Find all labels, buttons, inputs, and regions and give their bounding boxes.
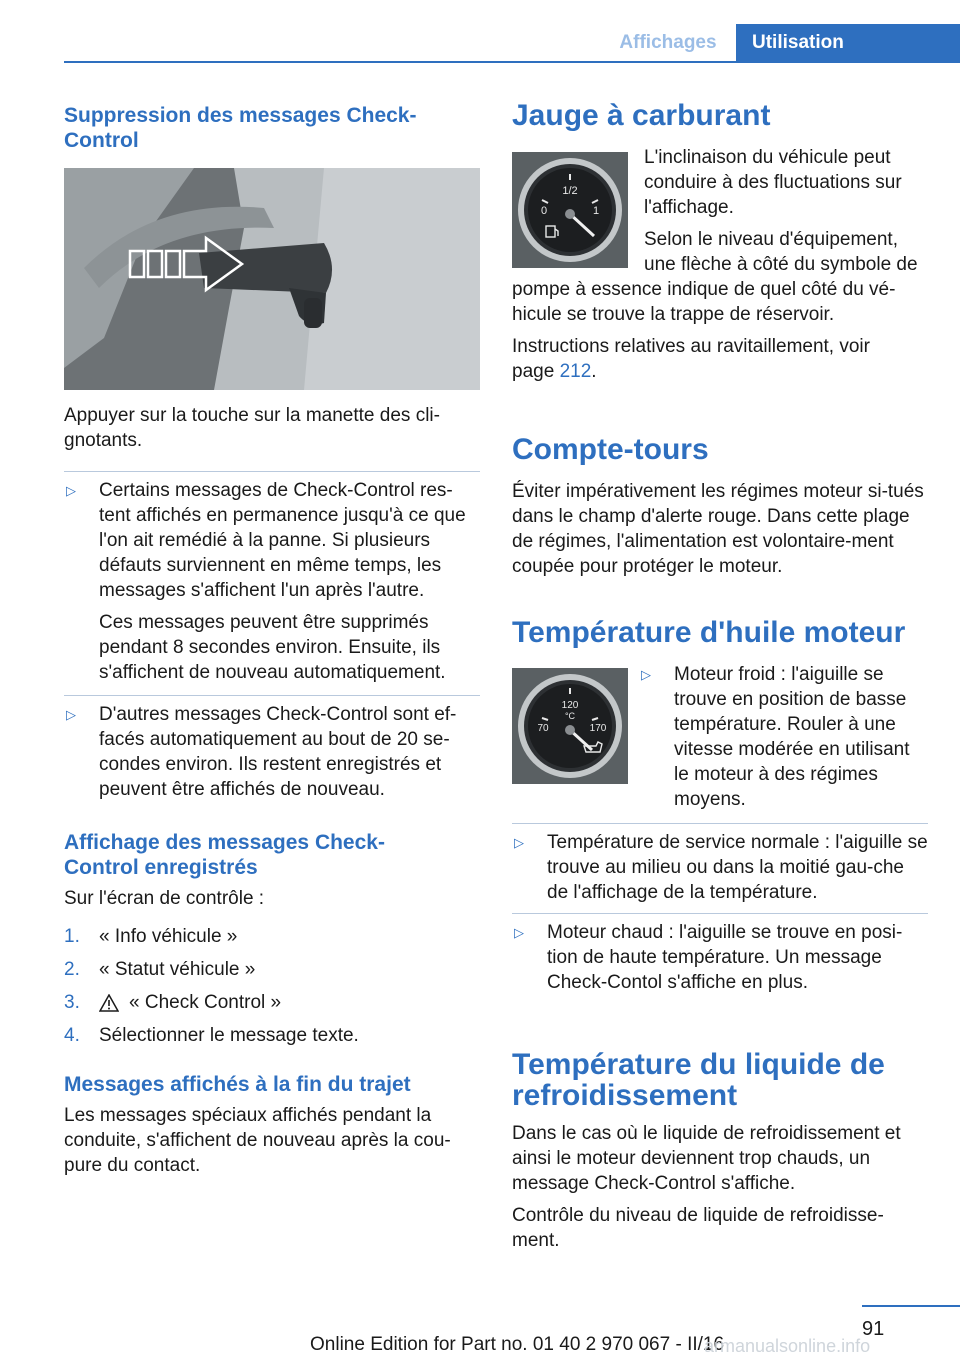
text-ravitaillement — [512, 334, 912, 384]
fuel-one-label: 1 — [592, 205, 600, 217]
step-text: « Statut véhicule » — [99, 959, 256, 980]
text-fin-trajet: Les messages spéciaux affichés pendant la conduite, s'affichent de nouveau après la cou-pure du contact. — [64, 1105, 451, 1176]
fuel-half-label: 1/2 — [562, 185, 578, 197]
separator — [64, 471, 480, 472]
bullet-text: D'autres messages Check-Control sont ef-facés automatiquement au bout de 20 se-condes environ. Ils restent enregistrés et peuvent être affichés de nouveau. — [99, 704, 457, 800]
heading-temp-huile: Température d'huile moteur — [512, 616, 906, 649]
right-column — [512, 100, 928, 1253]
list-item — [64, 702, 480, 802]
oil-gauge-image — [512, 668, 628, 784]
step-text: Sélectionner le message texte. — [99, 1025, 359, 1046]
step-number: 4. — [64, 1025, 80, 1046]
lever-illustration — [64, 168, 480, 390]
header-section-tab: Affichages — [619, 32, 717, 53]
text-ecran: Sur l'écran de contrôle : — [64, 888, 265, 909]
step-number: 3. — [64, 992, 80, 1013]
fuel-gauge-image — [512, 152, 628, 268]
text-appuyer: Appuyer sur la touche sur la manette des cli-gnotants. — [64, 405, 440, 451]
heading-affichage: Affichage des messages Check-Control enregistrés — [64, 831, 385, 879]
fuel-gauge-dial — [512, 152, 628, 268]
oil-120-label: 120 — [561, 700, 579, 711]
text-compte-tours: Éviter impérativement les régimes moteur si-tués dans le champ d'alerte rouge. Dans cette plage de régimes, l'alimentation est volontaire-ment coupée pour protéger le moteur. — [512, 481, 924, 577]
bullet-text: Moteur chaud : l'aiguille se trouve en posi-tion de haute température. Un message Check-Contol s'affiche en plus. — [547, 922, 903, 993]
step-content — [99, 990, 480, 1015]
step-text: « Check Control » — [129, 992, 282, 1013]
oil-gauge-dial — [512, 668, 628, 784]
footer-rule — [862, 1305, 960, 1307]
watermark: armanualsonline.info — [704, 1336, 871, 1356]
bullet-text: Certains messages de Check-Control res-tent affichés en permanence jusqu'à ce que l'on ait remédié à la panne. Si plusieurs défauts surviennent en même temps, les messages s'affichent l'un après l'autre. — [99, 480, 466, 601]
turn-signal-lever-photo — [64, 168, 480, 390]
list-item — [64, 957, 480, 990]
ravitaillement-end: . — [591, 361, 597, 382]
separator — [512, 913, 928, 914]
oil-unit-label: °C — [564, 711, 576, 721]
triangle-bullet-icon: ▷ — [641, 667, 651, 682]
bullet-text: Température de service normale : l'aiguille se trouve au milieu ou dans la moitié gau-che de l'affichage de la température. — [547, 832, 928, 903]
ravitaillement-text: Instructions relatives au ravitaillement, voir page — [512, 336, 870, 382]
bullet-text-2: Ces messages peuvent être supprimés pendant 8 secondes environ. Ensuite, ils s'affichent de nouveau automatiquement. — [99, 612, 446, 683]
list-item — [64, 990, 480, 1023]
triangle-bullet-icon: ▷ — [66, 707, 76, 722]
oil-section — [512, 664, 928, 812]
separator — [512, 823, 928, 824]
triangle-bullet-icon: ▷ — [514, 835, 524, 850]
step-number: 1. — [64, 926, 80, 947]
list-item — [64, 478, 480, 685]
bullet-text: Moteur froid : l'aiguille se trouve en position de basse température. Rouler à une vitesse modérée en utilisant le moteur à des régimes moyens. — [674, 664, 910, 810]
list-item — [512, 920, 928, 995]
steps-list — [64, 924, 480, 1056]
heading-liquide: Température du liquide de refroidissement — [512, 1048, 885, 1112]
triangle-bullet-icon: ▷ — [66, 483, 76, 498]
text-controle: Contrôle du niveau de liquide de refroidisse-ment. — [512, 1205, 884, 1251]
step-text: « Info véhicule » — [99, 926, 238, 947]
triangle-bullet-icon: ▷ — [514, 925, 524, 940]
list-item — [64, 1023, 480, 1056]
text-niveau-first: Selon le niveau d'équipement, une flèche à côté du symbole de — [644, 229, 918, 275]
fuel-zero-label: 0 — [540, 205, 548, 217]
oil-170-label: 170 — [589, 723, 607, 734]
list-item — [639, 662, 928, 812]
step-number: 2. — [64, 959, 80, 980]
text-niveau-rest: pompe à essence indique de quel côté du vé-hicule se trouve la trappe de réservoir. — [512, 279, 896, 325]
header-chapter-tab: Utilisation — [736, 24, 960, 62]
page-212-link[interactable]: 212 — [559, 361, 592, 382]
footer-edition: Online Edition for Part no. 01 40 2 970 067 - II/16 — [310, 1334, 725, 1355]
fuel-section — [512, 147, 928, 277]
list-item — [64, 924, 480, 957]
page-number: 91 — [862, 1318, 885, 1340]
separator — [64, 695, 480, 696]
heading-compte-tours: Compte-tours — [512, 433, 709, 466]
warning-triangle-icon — [99, 994, 119, 1012]
list-item — [512, 830, 928, 905]
heading-fin-trajet: Messages affichés à la fin du trajet — [64, 1073, 411, 1096]
heading-jauge: Jauge à carburant — [512, 99, 771, 132]
text-liquide: Dans le cas où le liquide de refroidissement et ainsi le moteur deviennent trop chauds, un message Check-Control s'affiche. — [512, 1123, 901, 1194]
oil-70-label: 70 — [537, 723, 549, 734]
text-inclinaison: L'inclinaison du véhicule peut conduire à des fluctuations sur l'affichage. — [644, 147, 902, 218]
header-rule — [64, 61, 960, 63]
heading-suppression: Suppression des messages Check-Control — [64, 104, 417, 152]
left-column — [64, 103, 480, 1178]
